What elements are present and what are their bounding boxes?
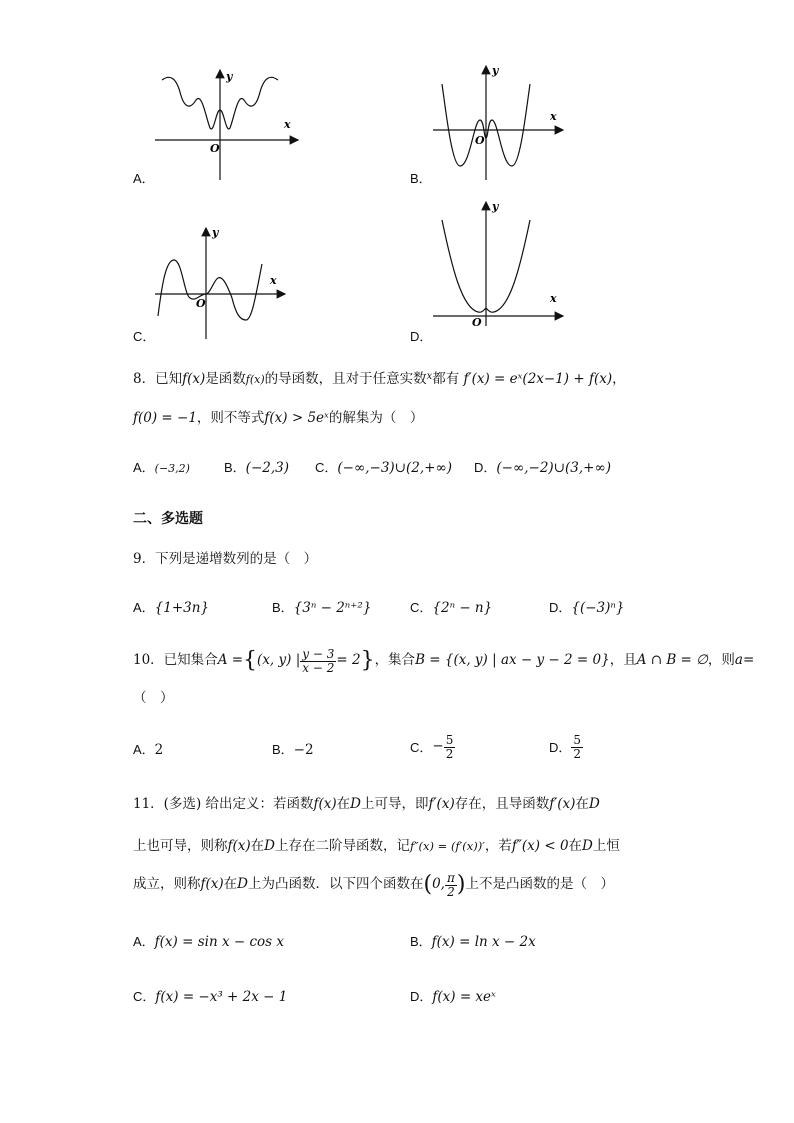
q11-line-2	[133, 840, 620, 854]
graph-a-y-label: y	[226, 70, 233, 83]
q10-option-c-label: C．	[410, 739, 433, 755]
q8-option-d-value: (−∞,−2)∪(3,+∞)	[496, 460, 611, 476]
right-brace: }	[360, 648, 375, 674]
q10-option-c-denominator: 2	[445, 746, 454, 761]
graph-d-origin: O	[472, 316, 482, 329]
q9-option-a-label: A．	[133, 600, 155, 615]
graph-b-y-label: y	[492, 64, 499, 77]
q11-text: 上不是凸函数的是（ ）	[465, 876, 614, 893]
q9-option-c-label: C．	[410, 600, 433, 615]
q11-math: f(x)	[200, 876, 224, 893]
q11-line-1	[133, 798, 600, 812]
q8-option-a-value: (−3,2)	[154, 462, 190, 475]
q10-option-c-fraction	[444, 734, 456, 760]
q11-text: 存在，且导函数	[454, 796, 550, 812]
q9-option-b-label: B．	[272, 600, 294, 615]
q10-set-a-pair: (x, y) |	[257, 652, 301, 669]
q11-math: D	[582, 838, 593, 854]
q11-text: 上存在二阶导函数，记	[274, 838, 410, 854]
q10-option-d-denominator: 2	[573, 746, 582, 761]
q11-option-a	[133, 935, 284, 950]
q9-option-a	[133, 601, 209, 616]
q11-math: f(x)	[313, 796, 337, 812]
q10-text: ，集合	[374, 652, 416, 669]
graph-d-y-label: y	[492, 200, 499, 213]
q8-text: 的导函数，且对于任意实数	[264, 371, 427, 387]
q8-text: 8．已知	[133, 371, 183, 387]
graph-c-label: C．	[133, 329, 156, 344]
q11-math: D	[350, 796, 361, 812]
q9-option-d-label: D．	[549, 600, 572, 615]
q8-option-c-value: (−∞,−3)∪(2,+∞)	[337, 460, 452, 476]
q10-option-a-label: A．	[133, 742, 155, 757]
q10-fraction-denominator: x − 2	[302, 660, 335, 675]
q11-text: 在	[568, 838, 583, 854]
q8-option-a-label: A．	[133, 460, 155, 475]
q8-option-b	[224, 461, 289, 476]
q11-option-a-label: A．	[133, 934, 155, 949]
q10-fraction-numerator: y − 3	[302, 647, 335, 661]
q11-text: ，若	[484, 838, 512, 854]
q10-fraction	[300, 648, 336, 674]
q11-option-c	[133, 990, 287, 1005]
q8-text: ，	[612, 371, 626, 387]
q10-option-c-numerator: 5	[445, 733, 454, 747]
q11-text: 在	[575, 796, 589, 812]
q9-option-d-value: {(−3)ⁿ}	[571, 600, 625, 616]
q11-text: 11．(多选) 给出定义：若函数	[133, 796, 314, 812]
q11-text: 在	[250, 838, 265, 854]
q11-option-c-label: C．	[133, 989, 156, 1004]
q9-option-c-value: {2ⁿ − n}	[432, 600, 493, 616]
q10-text: 10．已知集合	[133, 652, 218, 669]
q10-variable: a	[734, 652, 743, 669]
q8-option-b-value: (−2,3)	[245, 460, 289, 476]
q11-math: f′(x)	[428, 796, 455, 812]
graph-a-origin: O	[210, 142, 220, 155]
q8-text: 都有	[432, 371, 460, 387]
q11-text: 上也可导，则称	[133, 838, 228, 854]
q8-line-1	[133, 372, 626, 387]
q8-math: f(x)	[182, 371, 206, 387]
graph-c-y-label: y	[212, 226, 219, 239]
q10-set-a-post: = 2	[336, 652, 361, 669]
q10-option-d-fraction	[571, 734, 583, 760]
q11-option-b-label: B．	[410, 934, 432, 949]
q8-text: 是函数	[205, 371, 246, 387]
graph-d-label: D．	[410, 329, 433, 344]
q10-option-a	[133, 743, 163, 758]
q11-option-b-value: f(x) = ln x − 2x	[431, 934, 536, 950]
q8-text: 的解集为（ ）	[328, 410, 424, 426]
q11-math: D	[588, 796, 600, 812]
q10-set-b: B = {(x, y) | ax − y − 2 = 0}	[415, 652, 610, 669]
q10-option-b-label: B．	[272, 742, 294, 757]
q11-text: 在	[223, 876, 238, 893]
q10-option-a-value: 2	[154, 742, 164, 758]
graph-b-x-label: x	[550, 110, 557, 123]
q11-interval-start: 0,	[432, 876, 445, 893]
q8-condition: f(0) = −1	[133, 410, 197, 426]
graph-b-origin: O	[475, 134, 485, 147]
q11-math: f(x)	[227, 838, 251, 854]
q11-option-d-value: f(x) = xeˣ	[432, 989, 496, 1005]
q11-text: 成立，则称	[133, 876, 201, 893]
graph-c-origin: O	[196, 297, 206, 310]
left-brace: {	[243, 648, 258, 674]
q10-paren: （ ）	[133, 690, 174, 706]
graph-d-plot	[428, 198, 573, 330]
graph-a-plot	[150, 62, 310, 187]
q10-line-1	[133, 648, 754, 674]
q9-option-d	[549, 601, 624, 616]
q10-option-d-numerator: 5	[573, 733, 582, 747]
q11-text: 上为凸函数．以下四个函数在	[247, 876, 424, 893]
q11-math: D	[264, 838, 275, 854]
q9-option-b	[272, 601, 371, 616]
q10-text: ，则	[707, 652, 735, 669]
q8-text: ，则不等式	[196, 410, 265, 426]
q8-inequality: f(x) > 5eˣ	[264, 410, 329, 426]
graph-d-x-label: x	[550, 292, 557, 305]
graph-b-label: B．	[410, 171, 432, 186]
graph-a-x-label: x	[284, 118, 291, 131]
q11-math: f′(x)	[549, 796, 576, 812]
q11-interval-numerator: π	[446, 871, 455, 885]
q9-option-c	[410, 601, 492, 616]
q8-option-c-label: C．	[315, 460, 338, 475]
q11-definition: f″(x) = (f′(x))′	[409, 839, 485, 853]
graph-c-x-label: x	[270, 274, 277, 287]
q10-option-b-value: −2	[293, 742, 314, 758]
q10-option-d	[549, 734, 583, 760]
q8-option-b-label: B．	[224, 460, 246, 475]
q9-option-b-value: {3ⁿ − 2ⁿ⁺²}	[293, 600, 372, 616]
q11-option-b	[410, 935, 536, 950]
section-title: 二、多选题	[133, 510, 203, 526]
q10-text: ，且	[609, 652, 637, 669]
q9-stem: 9．下列是递增数列的是（ ）	[133, 551, 318, 567]
q10-option-c-sign: −	[432, 738, 444, 755]
q11-option-c-value: f(x) = −x³ + 2x − 1	[155, 989, 288, 1005]
right-paren: )	[456, 872, 466, 898]
q8-line-2	[133, 412, 423, 426]
q11-math: D	[237, 876, 248, 893]
q11-text: 上恒	[592, 838, 620, 854]
q8-equation: f′(x) = eˣ(2x−1) + f(x)	[463, 371, 613, 387]
q9-option-a-value: {1+3n}	[154, 600, 210, 616]
q10-text: =	[742, 652, 755, 669]
q11-inequality: f″(x) < 0	[511, 838, 569, 854]
q8-option-d	[474, 461, 611, 476]
q8-math: f(x)	[245, 373, 265, 386]
q10-condition: A ∩ B = ∅	[636, 652, 708, 669]
q11-line-3	[133, 872, 614, 898]
q8-math: x	[426, 371, 433, 382]
q11-text: 在	[336, 796, 351, 812]
q11-interval-fraction	[445, 872, 457, 898]
q8-option-d-label: D．	[474, 460, 497, 475]
q10-option-b	[272, 743, 314, 758]
q10-set-a-prefix: A =	[217, 652, 244, 669]
q8-option-a	[133, 461, 190, 476]
q11-option-d-label: D．	[410, 989, 433, 1004]
q10-option-c	[410, 734, 455, 760]
graph-c-plot	[150, 224, 295, 346]
graph-a-label: A．	[133, 171, 155, 186]
left-paren: (	[423, 872, 433, 898]
q11-option-d	[410, 990, 496, 1005]
q11-interval-denominator: 2	[447, 884, 455, 899]
q8-option-c	[315, 461, 452, 476]
graph-b-plot	[428, 62, 573, 187]
q10-option-d-label: D．	[549, 739, 572, 755]
q11-option-a-value: f(x) = sin x − cos x	[154, 934, 284, 950]
q11-text: 上可导，即	[361, 796, 429, 812]
